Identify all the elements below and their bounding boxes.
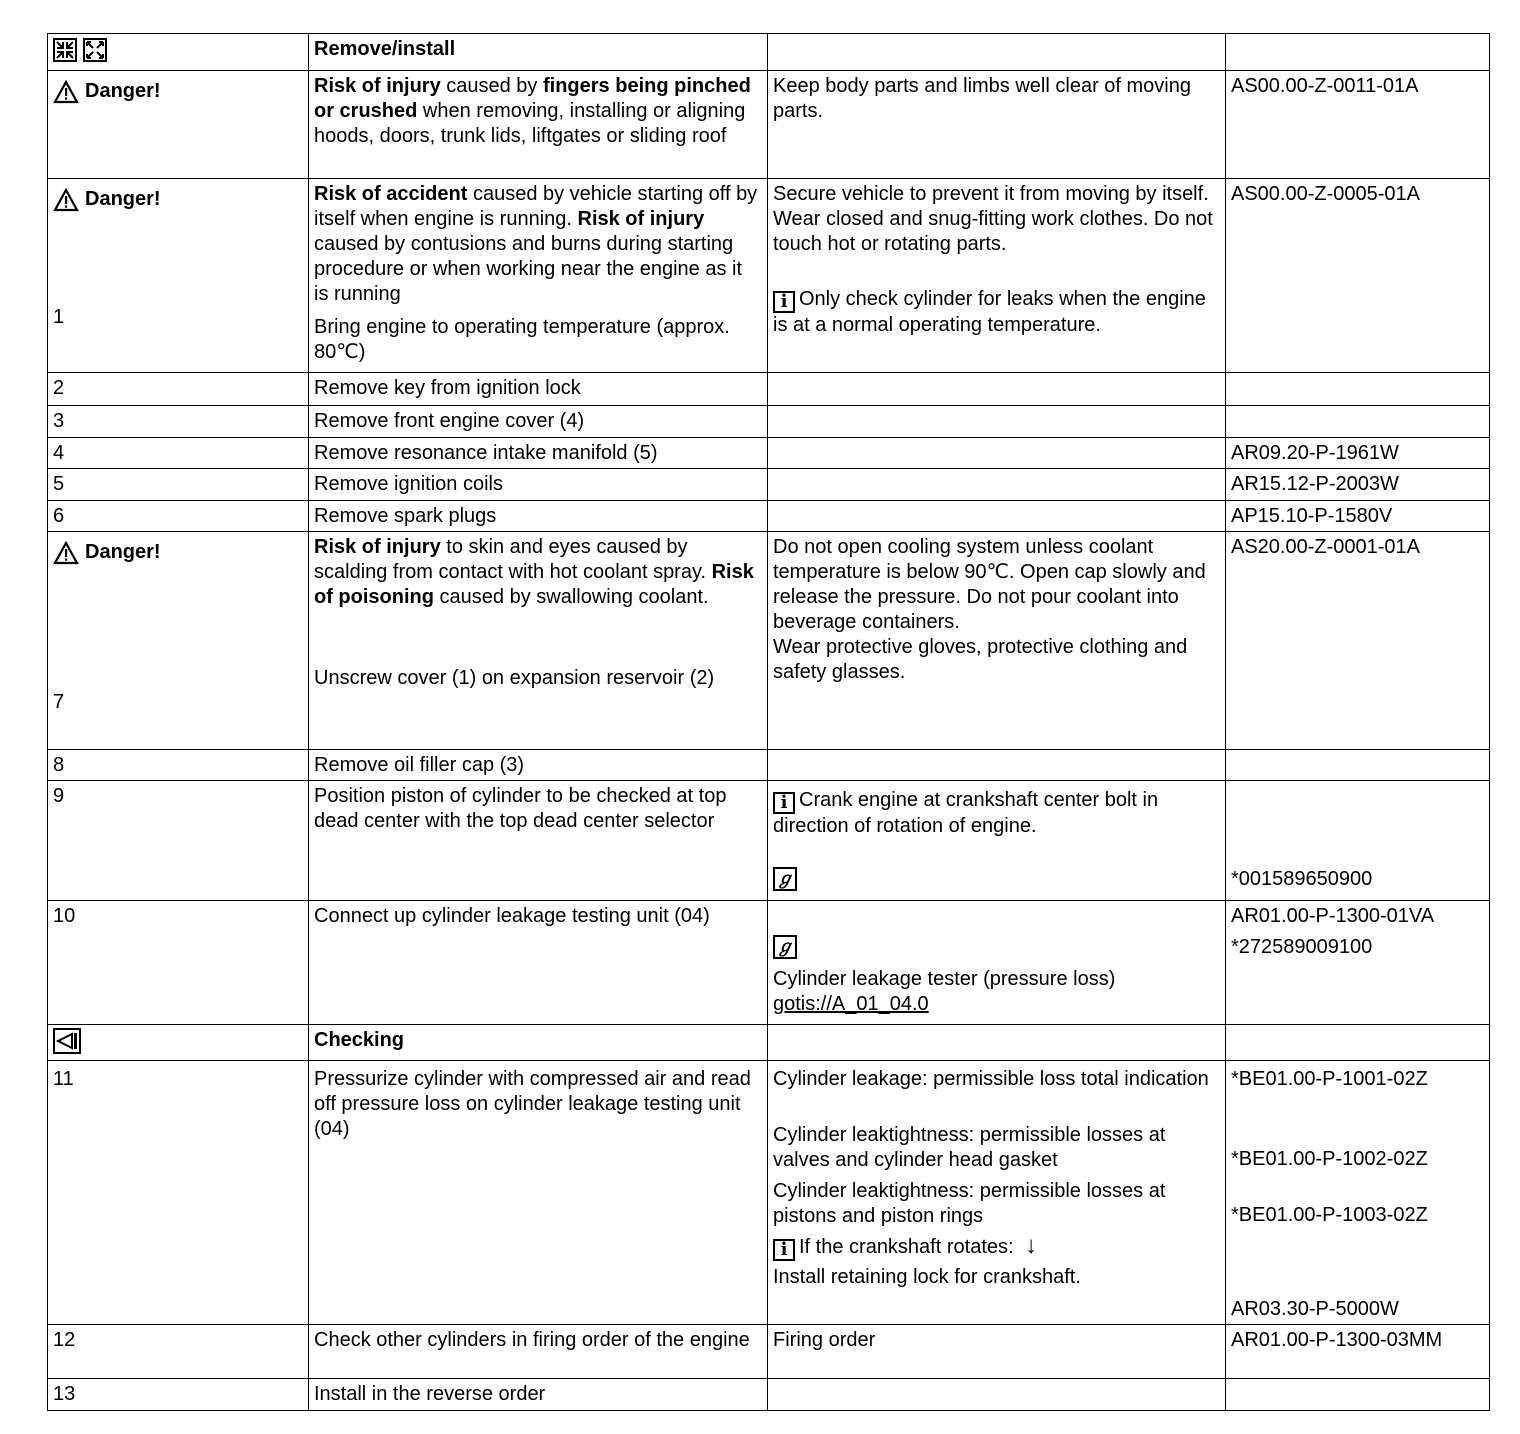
risk-text: Risk of accident caused by vehicle starting off by itself when engine is running. Risk of injury caused by contusions and burns during starting procedure or when working near the engine as it is running (314, 183, 758, 305)
danger-label: Danger! (53, 540, 303, 565)
step-number: 12 (48, 1325, 309, 1379)
measure-text: Firing order (768, 1325, 1226, 1379)
section-title: Checking (309, 1025, 768, 1061)
step-number: 4 (48, 438, 309, 469)
table-row (48, 469, 1490, 501)
step-text: Remove oil filler cap (3) (309, 750, 768, 781)
step-text: Remove ignition coils (309, 469, 768, 501)
step-text: Unscrew cover (1) on expansion reservoir (2) (314, 667, 715, 689)
doc-ref[interactable]: *001589650900 (1231, 868, 1373, 890)
danger-label: Danger! (53, 187, 303, 212)
step-text: Position piston of cylinder to be checked at top dead center with the top dead center selector (309, 781, 768, 901)
step-number: 1 (53, 306, 65, 328)
step-number: 8 (48, 750, 309, 781)
warning-icon (53, 188, 79, 212)
step-text: Pressurize cylinder with compressed air and read off pressure loss on cylinder leakage testing unit (04) (309, 1061, 768, 1325)
step-number: 10 (48, 901, 309, 1025)
doc-ref[interactable]: AP15.10-P-1580V (1226, 501, 1490, 532)
step-number: 6 (48, 501, 309, 532)
table-row (48, 1025, 1490, 1061)
danger-label: Danger! (53, 79, 303, 104)
table-row (48, 501, 1490, 532)
doc-ref[interactable]: AR01.00-P-1300-03MM (1226, 1325, 1490, 1379)
install-icon (83, 38, 107, 62)
step-text: Remove resonance intake manifold (5) (309, 438, 768, 469)
checking-icon (53, 1028, 81, 1054)
value-text: Cylinder leakage: permissible loss total indication (773, 1068, 1209, 1090)
doc-ref[interactable]: AR15.12-P-2003W (1226, 469, 1490, 501)
table-row (48, 750, 1490, 781)
step-number: 9 (48, 781, 309, 901)
measure-text: Wear protective gloves, protective clothing and safety glasses. (773, 636, 1188, 683)
procedure-table (47, 33, 1490, 1411)
step-text: Check other cylinders in firing order of the engine (309, 1325, 768, 1379)
doc-ref[interactable]: AS00.00-Z-0005-01A (1226, 179, 1490, 373)
info-icon: i (773, 291, 795, 313)
doc-ref[interactable]: AR01.00-P-1300-01VA (1231, 905, 1435, 927)
remove-icon (53, 38, 77, 62)
measure-text: Keep body parts and limbs well clear of moving parts. (768, 71, 1226, 179)
step-text: Remove spark plugs (309, 501, 768, 532)
tool-description: Cylinder leakage tester (pressure loss) (773, 968, 1116, 990)
value-text: Cylinder leaktightness: permissible losses at pistons and piston rings (773, 1180, 1166, 1227)
doc-ref[interactable]: *BE01.00-P-1001-02Z (1231, 1068, 1428, 1090)
table-row (48, 901, 1490, 1025)
step-text: Remove key from ignition lock (309, 373, 768, 406)
section-title: Remove/install (309, 34, 768, 71)
table-row (48, 438, 1490, 469)
step-number: 7 (53, 691, 65, 713)
arrow-down-icon: ↓ (1025, 1232, 1038, 1259)
step-text: Remove front engine cover (4) (309, 406, 768, 438)
info-icon: i (773, 792, 795, 814)
doc-ref[interactable]: AS20.00-Z-0001-01A (1226, 532, 1490, 750)
info-icon: i (773, 1239, 795, 1261)
step-number: 13 (48, 1379, 309, 1411)
step-number: 5 (48, 469, 309, 501)
doc-ref[interactable]: AS00.00-Z-0011-01A (1226, 71, 1490, 179)
step-number: 3 (48, 406, 309, 438)
risk-text: Risk of injury caused by fingers being pinched or crushed when removing, installing or aligning hoods, doors, trunk lids, liftgates or sliding roof (309, 71, 768, 179)
measure-text: Wear closed and snug-fitting work clothes. Do not touch hot or rotating parts. (773, 208, 1213, 255)
info-note: i Crank engine at crankshaft center bolt in direction of rotation of engine. (773, 789, 1159, 837)
table-row (48, 781, 1490, 901)
table-row (48, 406, 1490, 438)
info-note: i Only check cylinder for leaks when the engine is at a normal operating temperature. (773, 288, 1206, 336)
tool-link[interactable]: gotis://A_01_04.0 (773, 993, 929, 1015)
doc-ref[interactable]: *272589009100 (1231, 936, 1373, 958)
step-number: 2 (48, 373, 309, 406)
value-text: Install retaining lock for crankshaft. (773, 1266, 1081, 1288)
measure-text: Secure vehicle to prevent it from moving by itself. (773, 183, 1209, 205)
table-row (48, 34, 1490, 71)
step-text: Install in the reverse order (309, 1379, 768, 1411)
value-text: Cylinder leaktightness: permissible losses at valves and cylinder head gasket (773, 1124, 1166, 1171)
table-row (48, 71, 1490, 179)
table-row (48, 1325, 1490, 1379)
table-row (48, 1061, 1490, 1325)
step-number: 11 (48, 1061, 309, 1325)
step-text: Connect up cylinder leakage testing unit (04) (309, 901, 768, 1025)
measure-text: Do not open cooling system unless coolant temperature is below 90℃. Open cap slowly and release the pressure. Do not pour coolant into beverage containers. (773, 536, 1206, 633)
warning-icon (53, 541, 79, 565)
info-note: i If the crankshaft rotates: ↓ (773, 1233, 1220, 1261)
table-row (48, 1379, 1490, 1411)
step-text: Bring engine to operating temperature (approx. 80℃) (314, 316, 730, 363)
risk-text: Risk of injury to skin and eyes caused by scalding from contact with hot coolant spray. Risk of poisoning caused by swallowing coolant. (314, 536, 754, 608)
header-icons-cell (48, 34, 309, 71)
special-tool-icon: ℊ (773, 935, 797, 959)
table-row (48, 532, 1490, 750)
warning-icon (53, 80, 79, 104)
special-tool-icon: ℊ (773, 867, 797, 891)
doc-ref[interactable]: AR09.20-P-1961W (1226, 438, 1490, 469)
table-row (48, 373, 1490, 406)
doc-ref[interactable]: AR03.30-P-5000W (1231, 1298, 1399, 1320)
doc-ref[interactable]: *BE01.00-P-1003-02Z (1231, 1204, 1428, 1226)
doc-ref[interactable]: *BE01.00-P-1002-02Z (1231, 1148, 1428, 1170)
table-row (48, 179, 1490, 373)
